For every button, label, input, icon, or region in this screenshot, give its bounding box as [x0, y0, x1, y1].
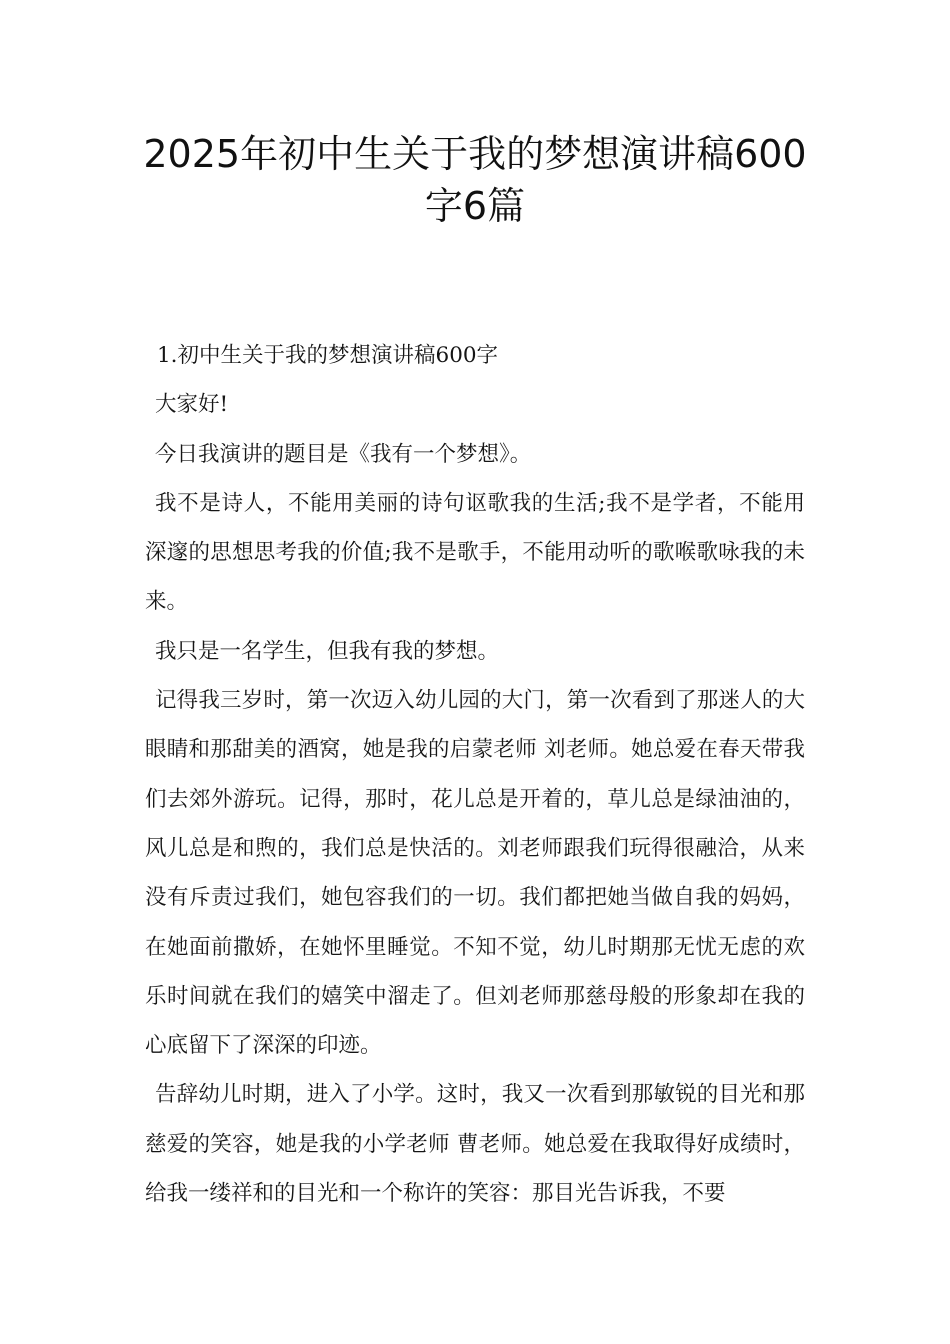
paragraph-student: 我只是一名学生，但我有我的梦想。 — [155, 638, 500, 664]
paragraph-primary-school: 告辞幼儿时期，进入了小学。这时，我又一次看到那敏锐的目光和那慈爱的笑容，她是我的小学老师 曹老师。她总爱在我取得好成绩时，给我一缕祥和的目光和一个称许的笑容：那目光告诉我，不要 — [145, 1082, 805, 1207]
document-body — [145, 331, 805, 1218]
paragraph-topic: 今日我演讲的题目是《我有一个梦想》。 — [155, 441, 532, 467]
title-line-1: 2025年初中生关于我的梦想演讲稿600 — [143, 132, 807, 176]
paragraph-not-poet: 我不是诗人，不能用美丽的诗句讴歌我的生活;我不是学者，不能用深邃的思想思考我的价值;我不是歌手，不能用动听的歌喉歌咏我的未来。 — [145, 490, 805, 615]
title-line-2: 字6篇 — [424, 184, 526, 228]
document-title — [100, 128, 850, 232]
paragraph-kindergarten: 记得我三岁时，第一次迈入幼儿园的大门，第一次看到了那迷人的大眼睛和那甜美的酒窝，她是我的启蒙老师 刘老师。她总爱在春天带我们去郊外游玩。记得，那时，花儿总是开着的，草儿总是绿油油的，风儿总是和煦的，我们总是快活的。刘老师跟我们玩得很融洽，从来没有斥责过我们，她包容我们的一切。我们都把她当做自我的妈妈，在她面前撒娇，在她怀里睡觉。不知不觉，幼儿时期那无忧无虑的欢乐时间就在我们的嬉笑中溜走了。但刘老师那慈母般的形象却在我的心底留下了深深的印迹。 — [145, 688, 805, 1059]
paragraph-greeting: 大家好! — [155, 392, 229, 418]
section-heading: 1.初中生关于我的梦想演讲稿600字 — [157, 343, 499, 368]
